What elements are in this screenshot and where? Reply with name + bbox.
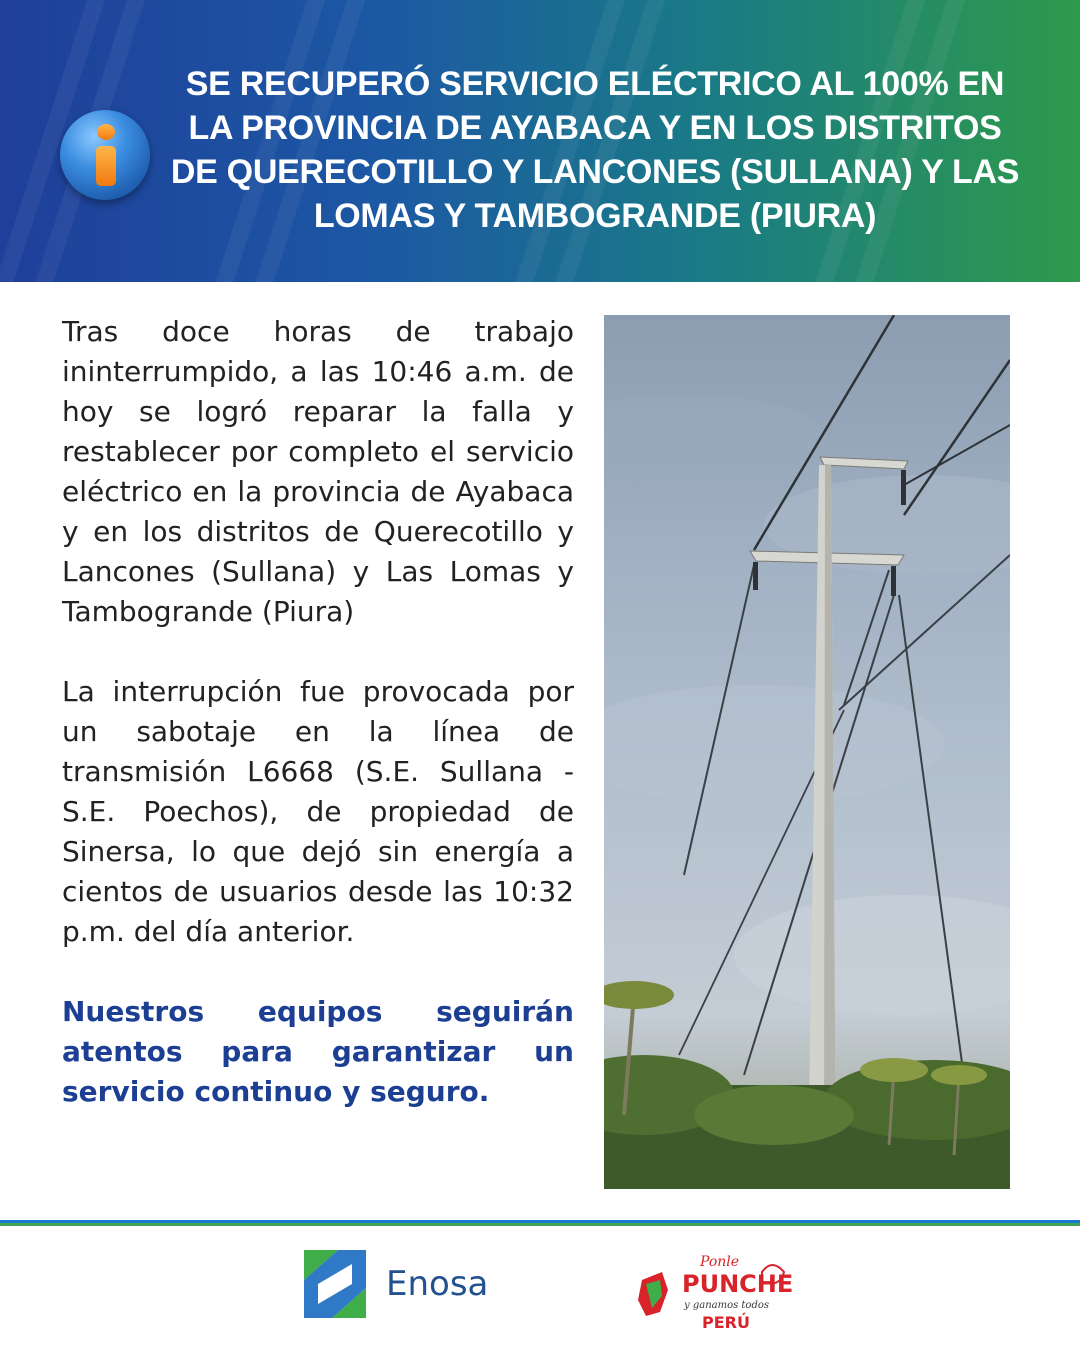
punche-main-text: PUNCHE	[682, 1270, 792, 1298]
punche-sub-text: y ganamos todos	[684, 1300, 769, 1311]
power-pole-illustration	[604, 315, 1010, 1189]
article-body	[62, 312, 574, 1112]
info-icon-stem	[96, 146, 116, 186]
headline: SE RECUPERÓ SERVICIO ELÉCTRICO AL 100% EN LA PROVINCIA DE AYABACA Y EN LOS DISTRITOS DE QUERECOTILLO Y LANCONES (SULLANA) Y LAS LOMAS Y TAMBOGRANDE (PIURA)	[170, 65, 1020, 235]
footer-divider-green	[0, 1223, 1080, 1226]
enosa-brand-name: Enosa	[386, 1264, 489, 1304]
closing-statement: Nuestros equipos seguirán atentos para garantizar un servicio continuo y seguro.	[62, 995, 574, 1108]
paragraph-restoration: Tras doce horas de trabajo ininterrumpido, a las 10:46 a.m. de hoy se logró reparar la falla y restablecer por completo el servicio eléctrico en la provincia de Ayabaca y en los distritos de Querecotillo y Lancones (Sullana) y Las Lomas y Tambogrande (Piura)	[62, 315, 574, 628]
info-icon	[60, 110, 150, 200]
punche-top-text: Ponle	[700, 1254, 740, 1270]
power-pole-photo	[604, 315, 1010, 1189]
paragraph-sabotage: La interrupción fue provocada por un sabotaje en la línea de transmisión L6668 (S.E. Sullana - S.E. Poechos), de propiedad de Sinersa, lo que dejó sin energía a cientos de usuarios desde las 10:32 p.m. del día anterior.	[62, 675, 574, 948]
header-banner	[0, 0, 1080, 282]
info-icon-dot	[97, 124, 115, 140]
ponle-punche-peru-logo	[632, 1250, 792, 1332]
punche-country-text: PERÚ	[702, 1313, 750, 1332]
enosa-logo-icon	[304, 1250, 366, 1318]
